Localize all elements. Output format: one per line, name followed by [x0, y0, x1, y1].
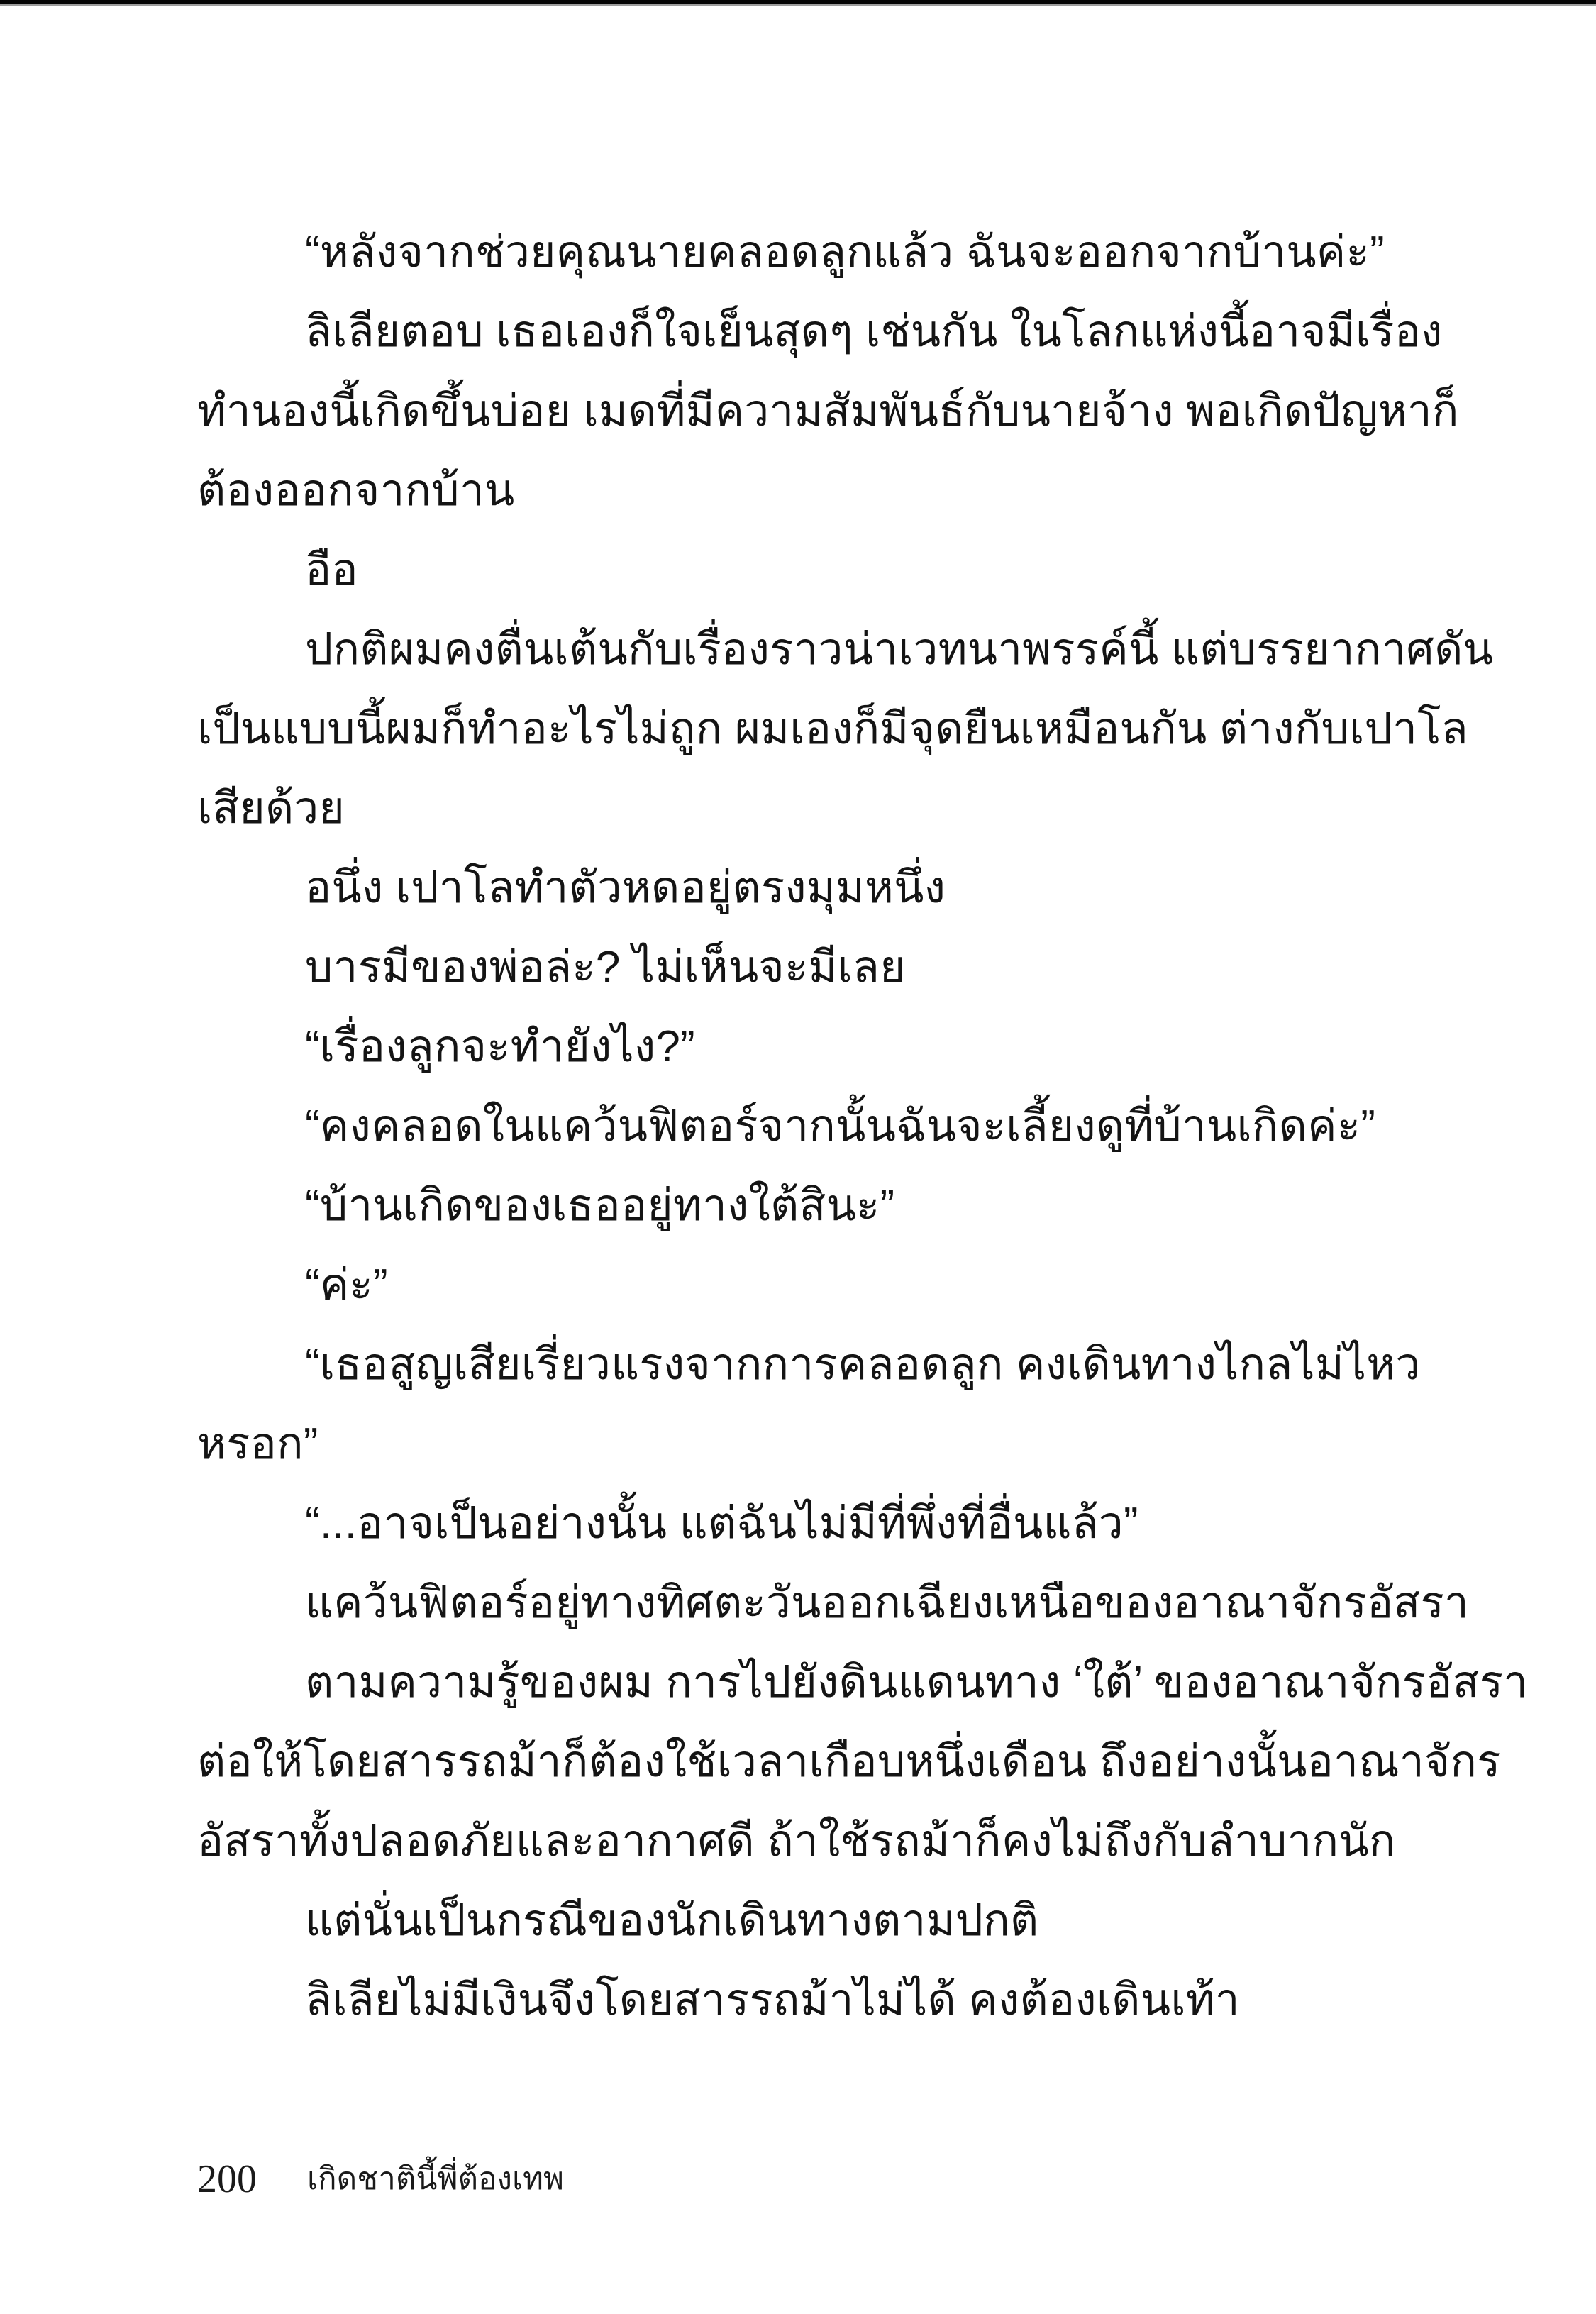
- text-line: อัสราทั้งปลอดภัยและอากาศดี ถ้าใช้รถม้าก็คงไม่ถึงกับลำบากนัก: [197, 1817, 1396, 1866]
- text-line: “...อาจเป็นอย่างนั้น แต่ฉันไม่มีที่พึ่งที่อื่นแล้ว”: [305, 1499, 1138, 1548]
- text-line: “คงคลอดในแคว้นฟิตอร์จากนั้นฉันจะเลี้ยงดูที่บ้านเกิดค่ะ”: [305, 1102, 1376, 1151]
- text-line: แคว้นฟิตอร์อยู่ทางทิศตะวันออกเฉียงเหนือของอาณาจักรอัสรา: [305, 1578, 1469, 1627]
- text-line: บารมีของพ่อล่ะ? ไม่เห็นจะมีเลย: [305, 943, 906, 992]
- text-line: ตามความรู้ของผม การไปยังดินแดนทาง ‘ใต้’ ของอาณาจักรอัสรา: [305, 1658, 1529, 1707]
- text-line: “เรื่องลูกจะทำยังไง?”: [305, 1022, 695, 1071]
- page-footer: [197, 2149, 564, 2209]
- text-line: ปกติผมคงตื่นเต้นกับเรื่องราวน่าเวทนาพรรค์นี้ แต่บรรยากาศดัน: [305, 625, 1494, 674]
- text-line: ต่อให้โดยสารรถม้าก็ต้องใช้เวลาเกือบหนึ่งเดือน ถึงอย่างนั้นอาณาจักร: [197, 1737, 1501, 1786]
- text-line: ต้องออกจากบ้าน: [197, 466, 515, 515]
- text-line: แต่นั่นเป็นกรณีของนักเดินทางตามปกติ: [305, 1896, 1039, 1945]
- text-line: “บ้านเกิดของเธออยู่ทางใต้สินะ”: [305, 1181, 895, 1230]
- text-line: “เธอสูญเสียเรี่ยวแรงจากการคลอดลูก คงเดินทางไกลไม่ไหว: [305, 1340, 1421, 1389]
- text-line: หรอก”: [197, 1419, 318, 1468]
- text-line: อนึ่ง เปาโลทำตัวหดอยู่ตรงมุมหนึ่ง: [305, 863, 946, 912]
- text-line: ลิเลียไม่มีเงินจึงโดยสารรถม้าไม่ได้ คงต้องเดินเท้า: [305, 1976, 1240, 2025]
- text-line: ทำนองนี้เกิดขึ้นบ่อย เมดที่มีความสัมพันธ์กับนายจ้าง พอเกิดปัญหาก็: [197, 387, 1459, 436]
- body-text-block: [197, 213, 1529, 2040]
- text-line: “หลังจากช่วยคุณนายคลอดลูกแล้ว ฉันจะออกจากบ้านค่ะ”: [305, 228, 1385, 277]
- text-line: เสียด้วย: [197, 784, 345, 833]
- text-line: “ค่ะ”: [305, 1261, 388, 1310]
- scan-top-edge-artifact: [0, 0, 1596, 6]
- text-line: ลิเลียตอบ เธอเองก็ใจเย็นสุดๆ เช่นกัน ในโลกแห่งนี้อาจมีเรื่อง: [305, 307, 1443, 356]
- page-number: 200: [197, 2157, 257, 2201]
- book-title: เกิดชาตินี้พี่ต้องเทพ: [307, 2161, 565, 2196]
- text-line: เป็นแบบนี้ผมก็ทำอะไรไม่ถูก ผมเองก็มีจุดยืนเหมือนกัน ต่างกับเปาโล: [197, 704, 1468, 753]
- text-line: อือ: [305, 546, 358, 594]
